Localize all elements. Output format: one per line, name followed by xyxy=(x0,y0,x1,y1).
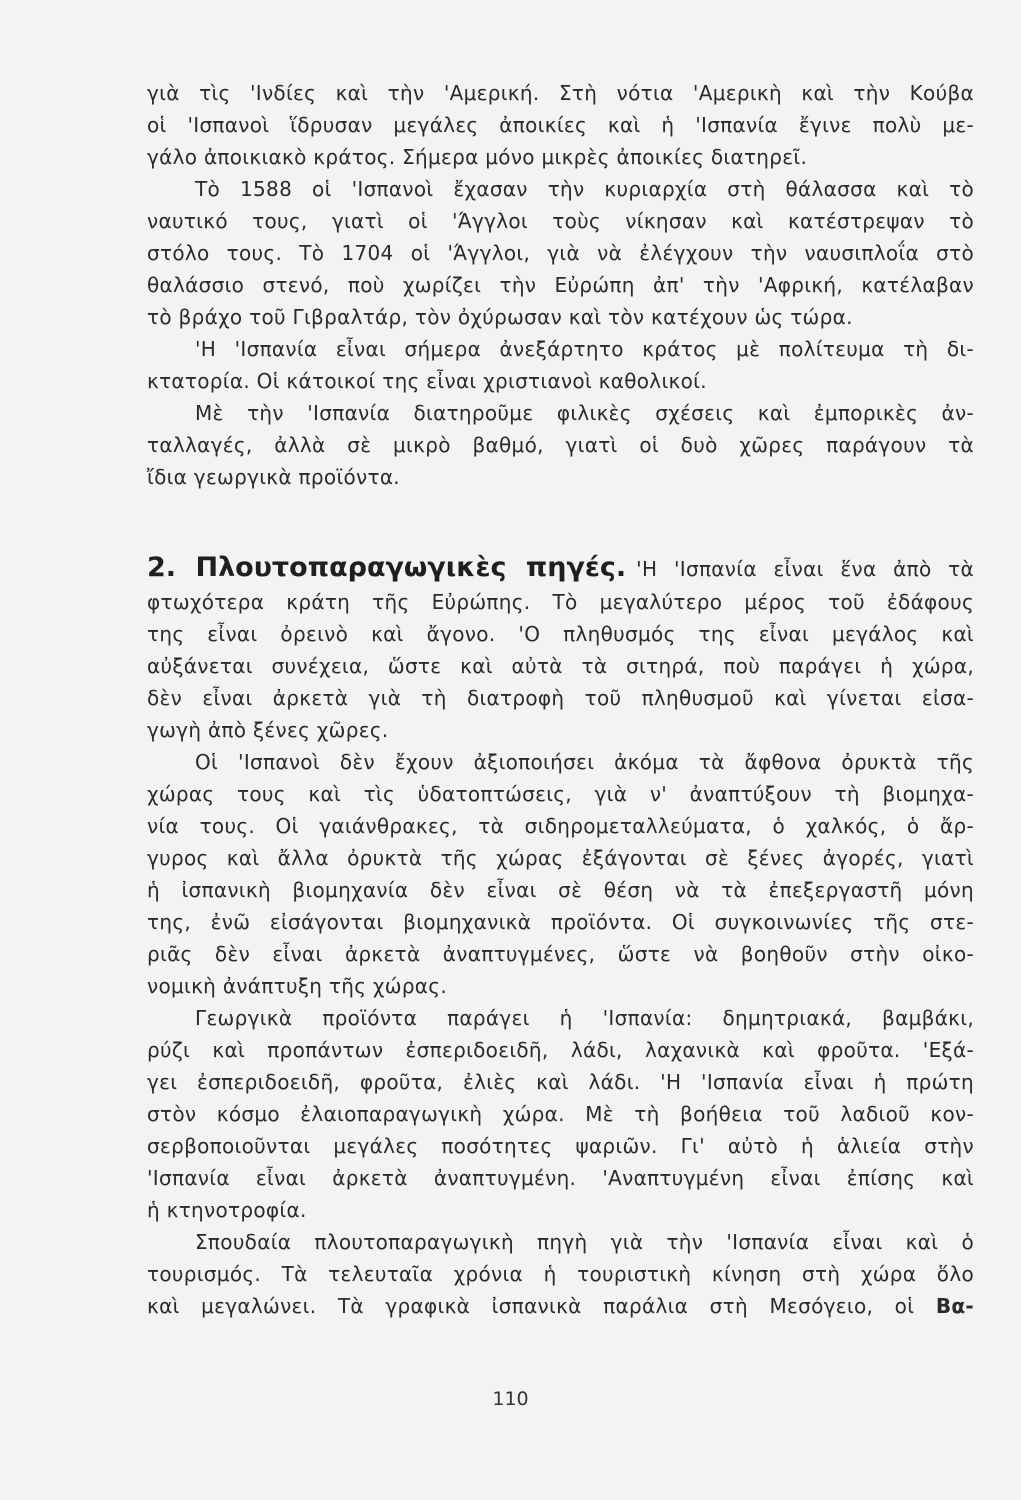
page-number: 110 xyxy=(492,1388,529,1410)
text-span: 'Η 'Ισπανία εἶναι ἕνα ἀπὸ τὰ xyxy=(636,557,974,581)
text-line: γάλο ἀποικιακὸ κράτος. Σήμερα μόνο μικρὲς ἀποικίες διατηρεῖ. xyxy=(147,145,808,169)
text-line: της εἶναι ὀρεινὸ καὶ ἄγονο. 'Ο πληθυσμός της εἶναι μεγάλος καὶ xyxy=(147,622,974,646)
text-line: ταλλαγές, ἀλλὰ σὲ μικρὸ βαθμό, γιατὶ οἱ δυὸ χῶρες παράγουν τὰ xyxy=(147,433,974,457)
text-line: στὸν κόσμο ἐλαιοπαραγωγικὴ χώρα. Μὲ τὴ βοήθεια τοῦ λαδιοῦ κον- xyxy=(147,1102,974,1126)
text-line: Σπουδαία πλουτοπαραγωγικὴ πηγὴ γιὰ τὴν 'Ισπανία εἶναι καὶ ὁ xyxy=(195,1230,974,1254)
text-line: γει ἐσπεριδοειδῆ, φροῦτα, ἐλιὲς καὶ λάδι. 'Η 'Ισπανία εἶναι ἡ πρώτη xyxy=(147,1070,974,1094)
text-line: αὐξάνεται συνέχεια, ὥστε καὶ αὐτὰ τὰ σιτηρά, ποὺ παράγει ἡ χώρα, xyxy=(147,654,974,678)
text-line: τουρισμός. Τὰ τελευταῖα χρόνια ἡ τουριστικὴ κίνηση στὴ χώρα ὅλο xyxy=(147,1262,974,1286)
text-line: ἡ κτηνοτροφία. xyxy=(147,1198,307,1222)
text-line: Τὸ 1588 οἱ 'Ισπανοὶ ἔχασαν τὴν κυριαρχία στὴ θάλασσα καὶ τὸ xyxy=(195,177,974,201)
text-line: ἴδια γεωργικὰ προϊόντα. xyxy=(147,465,400,489)
text-line: κτατορία. Οἱ κάτοικοί της εἶναι χριστιανοὶ καθολικοί. xyxy=(147,369,707,393)
text-line: ναυτικό τους, γιατὶ οἱ 'Άγγλοι τοὺς νίκησαν καὶ κατέστρεψαν τὸ xyxy=(147,209,974,233)
bold-text: Βα- xyxy=(935,1294,974,1318)
text-line: ριᾶς δὲν εἶναι ἀρκετὰ ἀναπτυγμένες, ὥστε νὰ βοηθοῦν στὴν οἰκο- xyxy=(147,942,974,966)
text-line: σερβοποιοῦνται μεγάλες ποσότητες ψαριῶν. Γι' αὐτὸ ἡ ἁλιεία στὴν xyxy=(147,1134,974,1158)
text-line: 'Ισπανία εἶναι ἀρκετὰ ἀναπτυγμένη. 'Αναπτυγμένη εἶναι ἐπίσης καὶ xyxy=(147,1166,974,1190)
text-line: 'Η 'Ισπανία εἶναι σήμερα ἀνεξάρτητο κράτος μὲ πολίτευμα τὴ δι- xyxy=(195,337,974,361)
text-line: στόλο τους. Τὸ 1704 οἱ 'Άγγλοι, γιὰ νὰ ἐλέγχουν τὴν ναυσιπλοΐα στὸ xyxy=(147,241,974,265)
text-line: Οἱ 'Ισπανοὶ δὲν ἔχουν ἀξιοποιήσει ἀκόμα τὰ ἄφθονα ὀρυκτὰ τῆς xyxy=(195,750,974,774)
text-line: Μὲ τὴν 'Ισπανία διατηροῦμε φιλικὲς σχέσεις καὶ ἐμπορικὲς ἀν- xyxy=(195,401,974,425)
text-line: ρύζι καὶ προπάντων ἐσπεριδοειδῆ, λάδι, λαχανικὰ καὶ φροῦτα. 'Εξά- xyxy=(147,1038,974,1062)
text-line: νομικὴ ἀνάπτυξη τῆς χώρας. xyxy=(147,974,447,998)
text-line: θαλάσσιο στενό, ποὺ χωρίζει τὴν Εὐρώπη ἀπ' τὴν 'Αφρική, κατέλαβαν xyxy=(147,273,974,297)
text-line: καὶ μεγαλώνει. Τὰ γραφικὰ ἰσπανικὰ παράλια στὴ Μεσόγειο, οἱ Βα- xyxy=(147,1294,974,1318)
text-line: γιὰ τὶς 'Ινδίες καὶ τὴν 'Αμερική. Στὴ νότια 'Αμερικὴ καὶ τὴν Κούβα xyxy=(147,81,974,105)
text-line: Γεωργικὰ προϊόντα παράγει ἡ 'Ισπανία: δημητριακά, βαμβάκι, xyxy=(195,1006,974,1030)
text-line: ἡ ἰσπανικὴ βιομηχανία δὲν εἶναι σὲ θέση νὰ τὰ ἐπεξεργαστῆ μόνη xyxy=(147,878,974,902)
text-line: γυρος καὶ ἄλλα ὀρυκτὰ τῆς χώρας ἐξάγονται σὲ ξένες ἀγορές, γιατὶ xyxy=(147,846,974,870)
text-line: της, ἐνῶ εἰσάγονται βιομηχανικὰ προϊόντα. Οἱ συγκοινωνίες τῆς στε- xyxy=(147,910,974,934)
text-line: φτωχότερα κράτη τῆς Εὐρώπης. Τὸ μεγαλύτερο μέρος τοῦ ἐδάφους xyxy=(147,590,974,614)
text-line: νία τους. Οἱ γαιάνθρακες, τὰ σιδηρομεταλλεύματα, ὁ χαλκός, ὁ ἄρ- xyxy=(147,814,974,838)
text-line: γωγὴ ἀπὸ ξένες χῶρες. xyxy=(147,718,389,742)
text-line: οἱ 'Ισπανοὶ ἵδρυσαν μεγάλες ἀποικίες καὶ ἡ 'Ισπανία ἔγινε πολὺ με- xyxy=(147,113,974,137)
text-line: δὲν εἶναι ἀρκετὰ γιὰ τὴ διατροφὴ τοῦ πληθυσμοῦ καὶ γίνεται εἰσα- xyxy=(147,686,974,710)
section-heading-line xyxy=(147,551,974,586)
text-line: χώρας τους καὶ τὶς ὑδατοπτώσεις, γιὰ ν' ἀναπτύξουν τὴ βιομηχα- xyxy=(147,782,974,806)
section-heading: 2. Πλουτοπαραγωγικὲς πηγές. xyxy=(147,552,627,583)
text-line: τὸ βράχο τοῦ Γιβραλτάρ, τὸν ὀχύρωσαν καὶ τὸν κατέχουν ὡς τώρα. xyxy=(147,305,853,329)
